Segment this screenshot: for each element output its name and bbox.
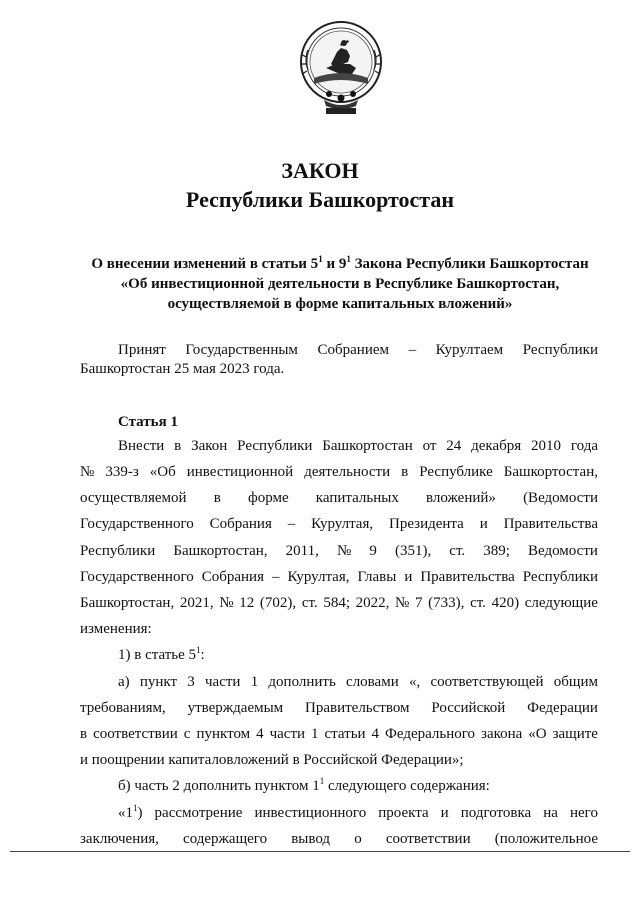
word: Закон	[191, 438, 228, 454]
word: Курултая,	[311, 516, 374, 532]
word: №	[336, 543, 352, 559]
word: о	[354, 831, 362, 847]
subject-line-2: «Об инвестиционной деятельности в Республике Башкортостан,	[120, 276, 560, 292]
word: Главы	[357, 569, 397, 585]
item-1a-line	[80, 721, 598, 747]
word: инвестиционного	[254, 805, 367, 821]
word: Правительством	[305, 700, 410, 716]
word: «,	[408, 674, 421, 690]
word: 2022,	[355, 595, 390, 611]
word: капитальных	[315, 490, 399, 506]
word: Собрания	[209, 516, 272, 532]
item-1a-line	[118, 669, 598, 695]
word: Республике	[419, 464, 493, 480]
article-line	[80, 511, 598, 537]
word: осуществляемой	[80, 490, 187, 506]
page-cut-divider	[10, 851, 630, 852]
word: Федерального	[385, 726, 476, 742]
word: него	[569, 805, 598, 821]
word: в	[401, 464, 409, 480]
word: (702),	[259, 595, 297, 611]
word: 9	[369, 543, 377, 559]
word: (733),	[428, 595, 465, 611]
word: Собрания	[201, 569, 264, 585]
word: Республики	[522, 569, 598, 585]
word: Российской	[431, 700, 506, 716]
word: Государственного	[80, 516, 194, 532]
article-line	[80, 590, 598, 616]
article-line	[80, 564, 598, 590]
word: следующие	[524, 595, 598, 611]
word: и	[404, 569, 413, 585]
item-1a-line	[80, 695, 598, 721]
word: на	[543, 805, 558, 821]
document-issuer-subtitle: Республики Башкортостан	[185, 187, 455, 212]
word: ст.	[449, 543, 466, 559]
article-line	[80, 459, 598, 485]
word: ст.	[470, 595, 486, 611]
word: словами	[346, 674, 399, 690]
article-line: изменения:	[80, 621, 152, 637]
word: Ведомости	[528, 543, 598, 559]
word: соответствии	[93, 726, 178, 742]
article-line	[118, 433, 598, 459]
word: проекта	[378, 805, 429, 821]
word: а)	[118, 674, 130, 690]
word: инвестиционной	[186, 464, 294, 480]
word: соответствии	[385, 831, 471, 847]
article-line	[80, 485, 598, 511]
item-1: 1) в статье $5^1$:	[118, 645, 205, 663]
adoption-line-2: Башкортостан 25 мая 2023 года.	[80, 361, 285, 377]
word: –	[271, 569, 280, 585]
word: (351),	[394, 543, 432, 559]
subject-line-1: О внесении изменений в статьи $5^1$ и $9^1$ Закона Республики Башкортостан	[91, 254, 589, 272]
article-heading: Статья 1	[118, 414, 178, 430]
word: утверждаемым	[187, 700, 284, 716]
word: защите	[552, 726, 598, 742]
word: 584;	[323, 595, 350, 611]
word: рассмотрение	[154, 805, 243, 821]
law-subject	[70, 254, 610, 314]
word: 1	[250, 674, 259, 690]
subject-line-3: осуществляемой в форме капитальных вложений»	[167, 296, 513, 312]
coat-of-arms-icon	[296, 12, 386, 122]
word: части	[269, 726, 306, 742]
word: Республики	[522, 342, 598, 358]
word: (положительное	[494, 831, 598, 847]
document-type-title: ЗАКОН	[281, 158, 359, 183]
last-visible-line	[80, 826, 598, 852]
quote-number: «$1^1$)	[118, 803, 143, 821]
word: Курултаем	[435, 342, 504, 358]
word: «Об	[149, 464, 176, 480]
word: общим	[553, 674, 598, 690]
word: декабря	[471, 438, 522, 454]
word: года	[570, 438, 598, 454]
item-1b: б) часть 2 дополнить пунктом $1^1$ следующего содержания:	[118, 776, 490, 794]
word: закона	[481, 726, 523, 742]
word: Федерации	[527, 700, 598, 716]
word: подготовка	[460, 805, 532, 821]
word: Внести	[118, 438, 165, 454]
word: в	[213, 490, 221, 506]
word: Курултая,	[287, 569, 350, 585]
word: и	[479, 516, 488, 532]
word: 1	[311, 726, 319, 742]
word: 4	[256, 726, 264, 742]
word: –	[408, 342, 417, 358]
word: Башкортостан,	[80, 595, 175, 611]
word: Башкортостан,	[503, 464, 598, 480]
word: Государственным	[185, 342, 298, 358]
word: в	[80, 726, 88, 742]
word: Государственного	[80, 569, 194, 585]
word: пунктом	[196, 726, 251, 742]
word: и	[440, 805, 449, 821]
word: Президента	[388, 516, 464, 532]
word: деятельности	[304, 464, 391, 480]
word: требованиям,	[80, 700, 166, 716]
word: статьи	[324, 726, 366, 742]
word: содержащего	[183, 831, 268, 847]
article-line	[80, 538, 598, 564]
word: Республики	[80, 543, 156, 559]
word: 24	[446, 438, 462, 454]
word: в	[174, 438, 182, 454]
word: Правительства	[503, 516, 598, 532]
word: 339-з	[105, 464, 139, 480]
word: 2021,	[179, 595, 214, 611]
word: дополнить	[268, 674, 336, 690]
word: Башкортостан	[322, 438, 413, 454]
word: Республики	[237, 438, 313, 454]
word: 4	[371, 726, 380, 742]
word: Правительства	[420, 569, 515, 585]
word: от	[422, 438, 437, 454]
word: форме	[247, 490, 289, 506]
word: №	[80, 464, 95, 480]
word: 2011,	[285, 543, 319, 559]
word: №	[395, 595, 410, 611]
word: ст.	[301, 595, 318, 611]
word: соответствующей	[430, 674, 544, 690]
word: вложений»	[426, 490, 496, 506]
word: 420)	[491, 595, 520, 611]
word: (Ведомости	[523, 490, 598, 506]
word: заключения,	[80, 831, 159, 847]
word: –	[287, 516, 296, 532]
word: 389;	[483, 543, 510, 559]
word: Башкортостан,	[173, 543, 268, 559]
item-1a-line: и поощрении капиталовложений в Российской Федерации»;	[80, 752, 464, 768]
quote-start-line	[118, 800, 598, 826]
word: №	[219, 595, 234, 611]
word: части	[205, 674, 241, 690]
word: вывод	[291, 831, 331, 847]
word: 3	[187, 674, 195, 690]
word: Собранием	[317, 342, 389, 358]
word: «О	[528, 726, 547, 742]
word: 12	[239, 595, 255, 611]
word: 2010	[531, 438, 562, 454]
word: с	[183, 726, 191, 742]
word: Принят	[118, 342, 166, 358]
word: 7	[415, 595, 423, 611]
word: пункт	[139, 674, 178, 690]
